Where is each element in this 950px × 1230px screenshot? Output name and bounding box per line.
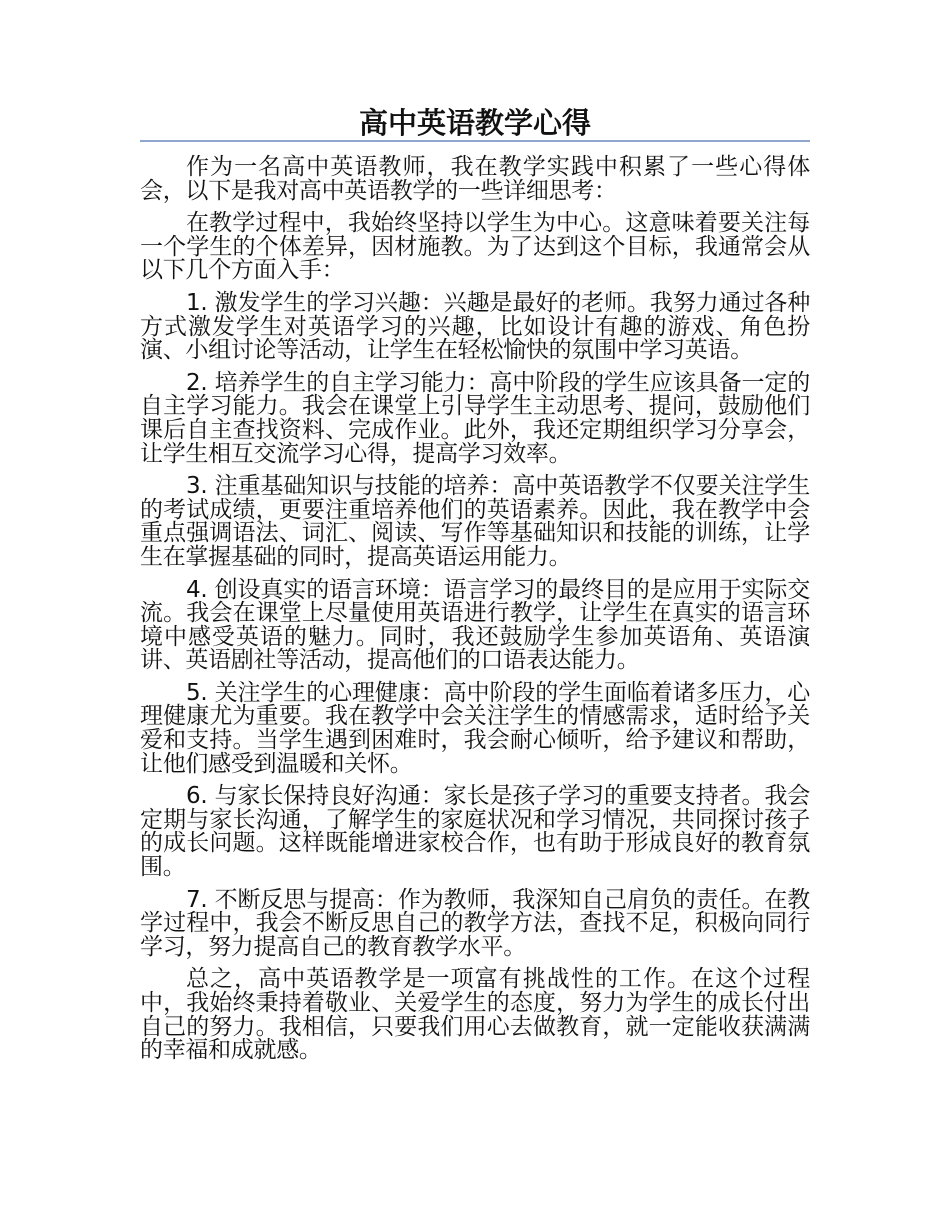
point-7-paragraph: 7. 不断反思与提高：作为教师，我深知自己肩负的责任。在教学过程中，我会不断反思自己的教学方法，查找不足，积极向同行学习，努力提高自己的教育教学水平。 xyxy=(140,886,810,960)
point-1-paragraph: 1. 激发学生的学习兴趣：兴趣是最好的老师。我努力通过各种方式激发学生对英语学习的兴趣，比如设计有趣的游戏、角色扮演、小组讨论等活动，让学生在轻松愉快的氛围中学习英语。 xyxy=(140,289,810,364)
point-3-paragraph: 3. 注重基础知识与技能的培养：高中英语教学不仅要关注学生的考试成绩，更要注重培养他们的英语素养。因此，我在教学中会重点强调语法、词汇、阅读、写作等基础知识和技能的训练，让学生在掌握基础的同时，提高英语运用能力。 xyxy=(140,473,810,570)
point-5-paragraph: 5. 关注学生的心理健康：高中阶段的学生面临着诸多压力，心理健康尤为重要。我在教学中会关注学生的情感需求，适时给予关爱和支持。当学生遇到困难时，我会耐心倾听，给予建议和帮助，让他们感受到温暖和关怀。 xyxy=(140,679,810,777)
document-body xyxy=(140,156,810,1072)
intro-paragraph: 作为一名高中英语教师，我在教学实践中积累了一些心得体会，以下是我对高中英语教学的一些详细思考： xyxy=(140,154,810,204)
point-4-paragraph: 4. 创设真实的语言环境：语言学习的最终目的是应用于实际交流。我会在课堂上尽量使用英语进行教学，让学生在真实的语言环境中感受英语的魅力。同时，我还鼓励学生参加英语角、英语演讲、英语剧社等活动，提高他们的口语表达能力。 xyxy=(140,576,810,674)
point-6-paragraph: 6. 与家长保持良好沟通：家长是孩子学习的重要支持者。我会定期与家长沟通，了解学生的家庭状况和学习情况，共同探讨孩子的成长问题。这样既能增进家校合作，也有助于形成良好的教育氛围。 xyxy=(140,783,810,881)
page-title: 高中英语教学心得 xyxy=(358,106,591,140)
approach-paragraph: 在教学过程中，我始终坚持以学生为中心。这意味着要关注每一个学生的个体差异，因材施教。为了达到这个目标，我通常会从以下几个方面入手： xyxy=(140,210,810,284)
title-block xyxy=(140,104,810,142)
conclusion-paragraph: 总之，高中英语教学是一项富有挑战性的工作。在这个过程中，我始终秉持着敬业、关爱学生的态度，努力为学生的成长付出自己的努力。我相信，只要我们用心去做教育，就一定能收获满满的幸福和成就感。 xyxy=(140,966,810,1064)
point-2-paragraph: 2. 培养学生的自主学习能力：高中阶段的学生应该具备一定的自主学习能力。我会在课堂上引导学生主动思考、提问，鼓励他们课后自主查找资料、完成作业。此外，我还定期组织学习分享会，让学生相互交流学习心得，提高学习效率。 xyxy=(140,369,810,467)
